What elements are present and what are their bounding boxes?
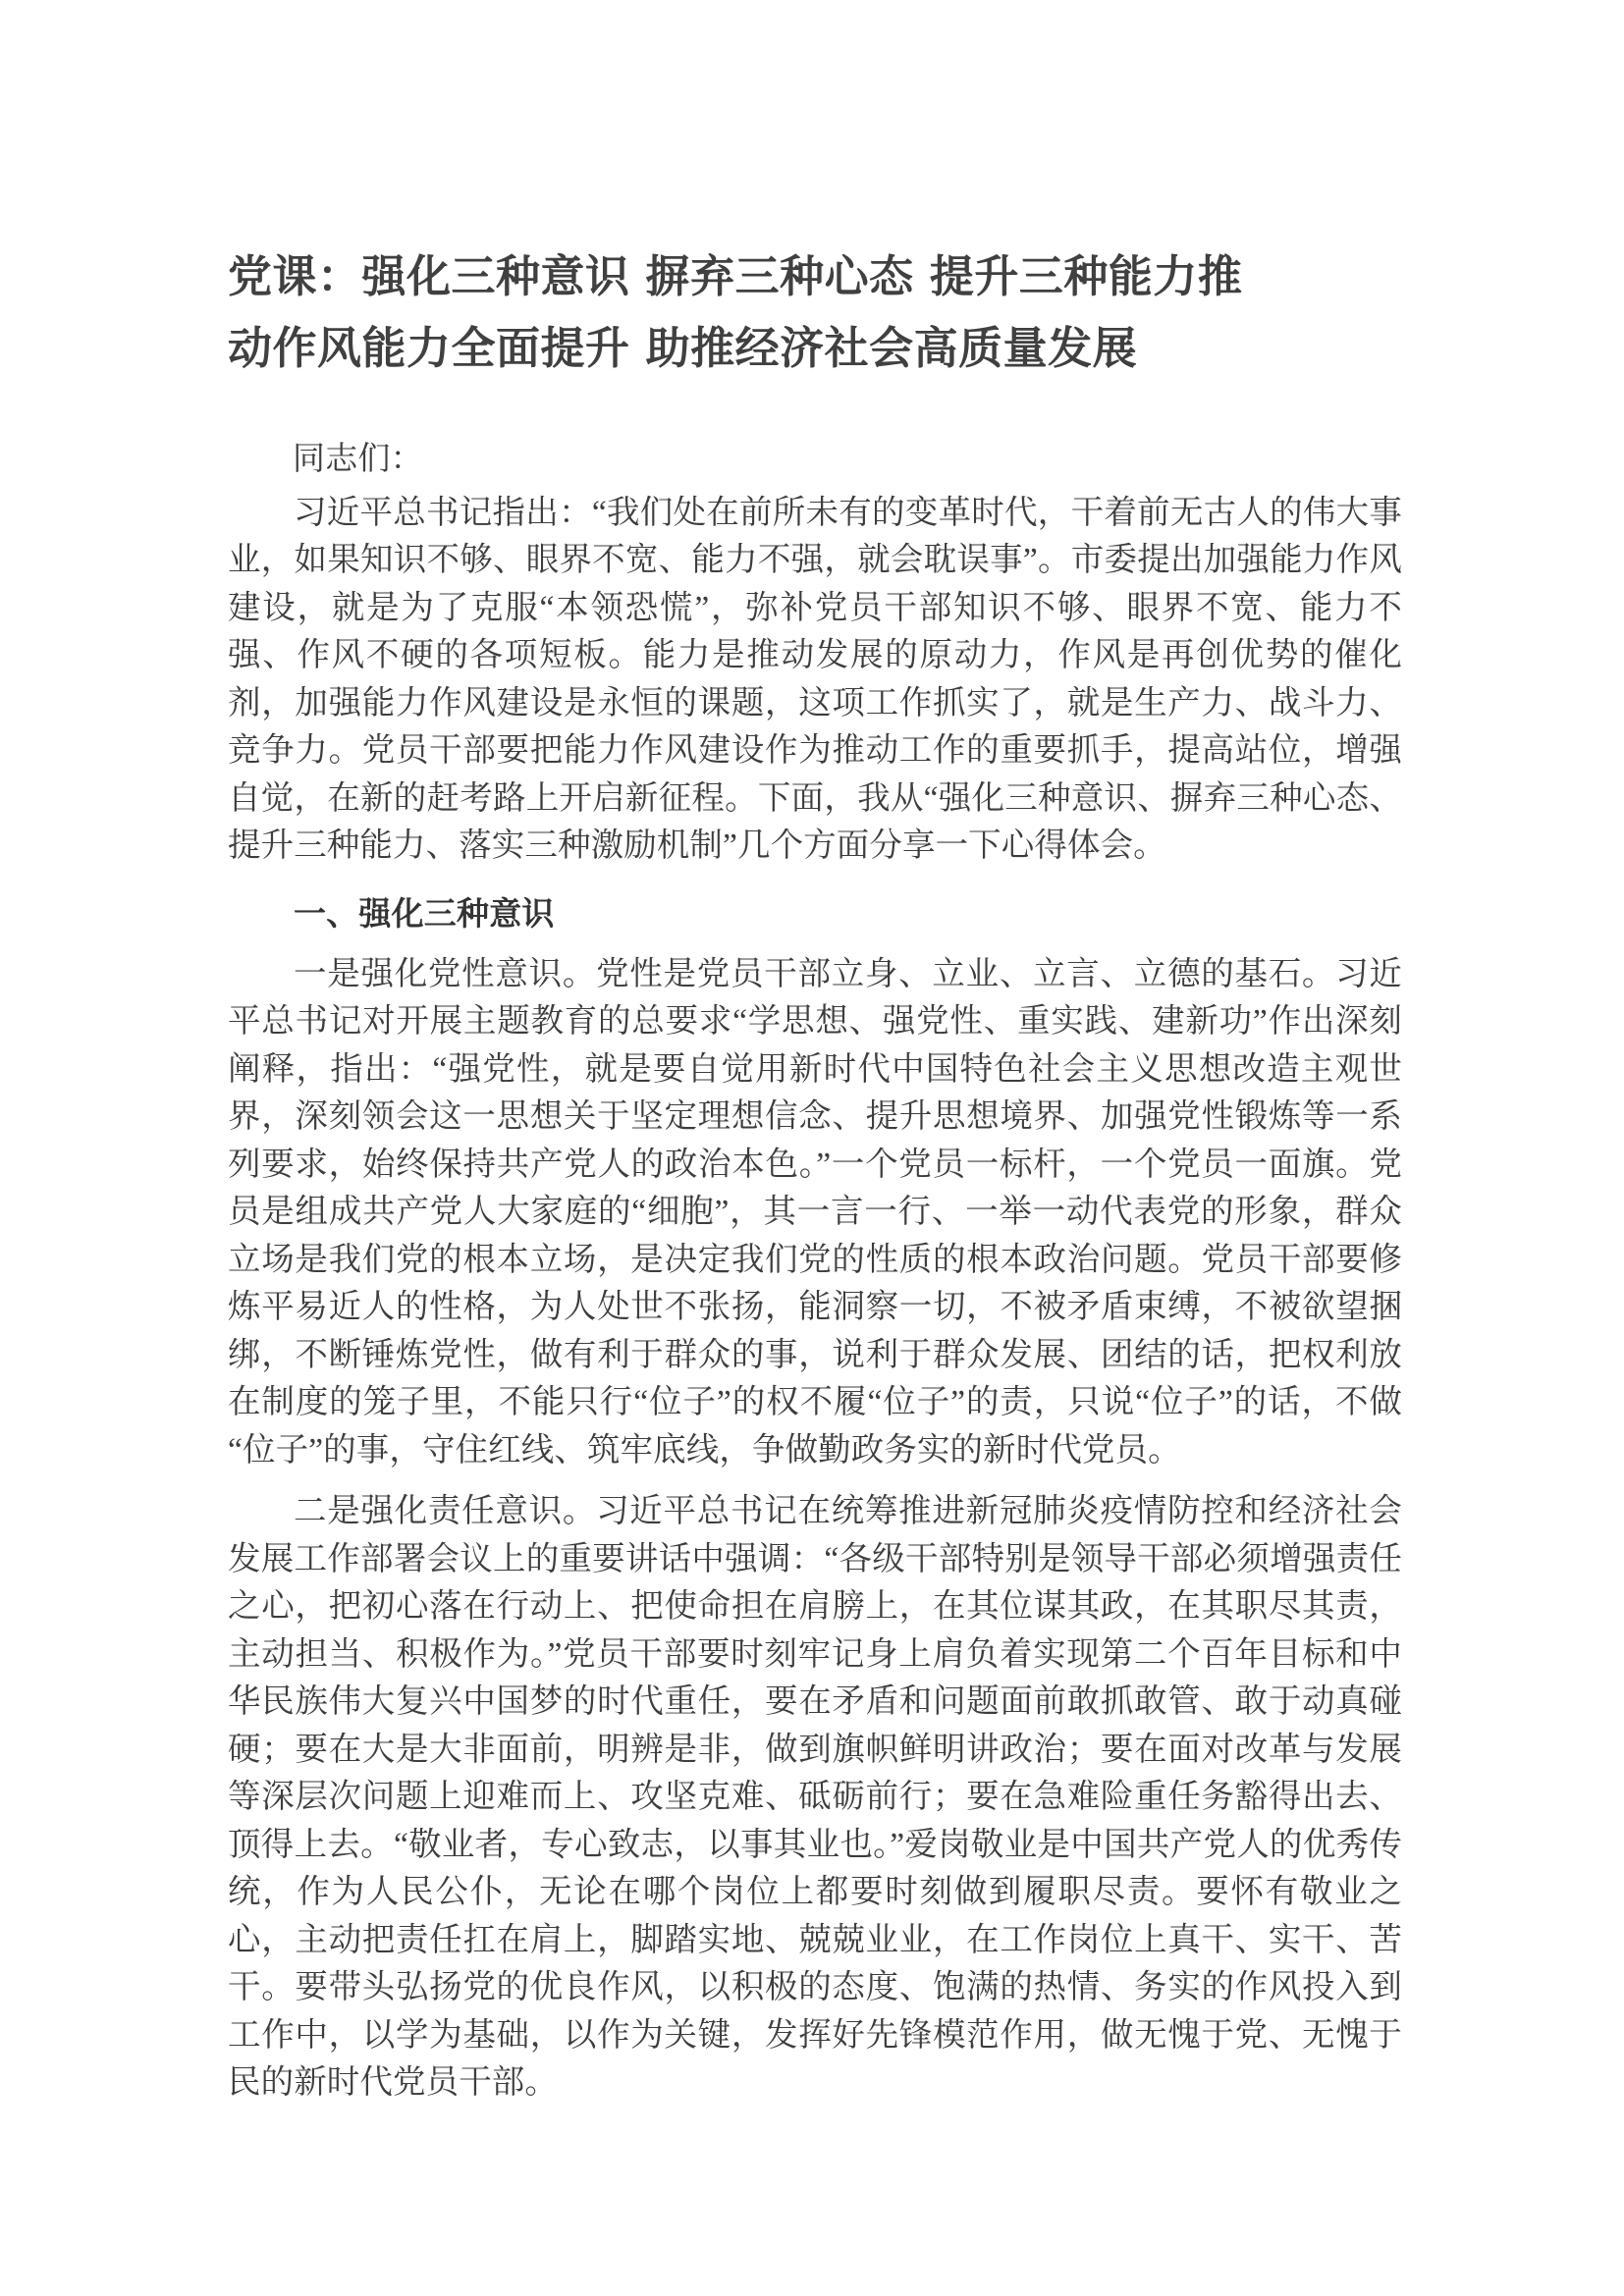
section-heading-one: 一、强化三种意识	[294, 893, 555, 933]
intro-paragraph: 习近平总书记指出：“我们处在前所未有的变革时代，干着前无古人的伟大事业，如果知识不够、眼界不宽、能力不强，就会耽误事”。市委提出加强能力作风建设，就是为了克服“本领恐慌”，弥补党员干部知识不够、眼界不宽、能力不强、作风不硬的各项短板。能力是推动发展的原动力，作风是再创优势的催化剂，加强能力作风建设是永恒的课题，这项工作抓实了，就是生产力、战斗力、竞争力。党员干部要把能力作风建设作为推动工作的重要抓手，提高站位，增强自觉，在新的赶考路上开启新征程。下面，我从“强化三种意识、摒弃三种心态、提升三种能力、落实三种激励机制”几个方面分享一下心得体会。	[228, 494, 1402, 865]
salutation: 同志们：	[293, 441, 423, 477]
paragraph-party-spirit: 一是强化党性意识。党性是党员干部立身、立业、立言、立德的基石。习近平总书记对开展主题教育的总要求“学思想、强党性、重实践、建新功”作出深刻阐释，指出：“强党性，就是要自觉用新时代中国特色社会主义思想改造主观世界，深刻领会这一思想关于坚定理想信念、提升思想境界、加强党性锻炼等一系列要求，始终保持共产党人的政治本色。”一个党员一标杆，一个党员一面旗。党员是组成共产党人大家庭的“细胞”，其一言一行、一举一动代表党的形象，群众立场是我们党的根本立场，是决定我们党的性质的根本政治问题。党员干部要修炼平易近人的性格，为人处世不张扬，能洞察一切，不被矛盾束缚，不被欲望捆绑，不断锤炼党性，做有利于群众的事，说利于群众发展、团结的话，把权利放在制度的笼子里，不能只行“位子”的权不履“位子”的责，只说“位子”的话，不做“位子”的事，守住红线、筑牢底线，争做勤政务实的新时代党员。	[228, 955, 1402, 1468]
page-title	[228, 241, 1402, 385]
page-title-line-1: 党课：强化三种意识 摒弃三种心态 提升三种能力推	[228, 250, 1243, 302]
paragraph-responsibility: 二是强化责任意识。习近平总书记在统筹推进新冠肺炎疫情防控和经济社会发展工作部署会议上的重要讲话中强调：“各级干部特别是领导干部必须增强责任之心，把初心落在行动上、把使命担在肩膀上，在其位谋其政，在其职尽其责，主动担当、积极作为。”党员干部要时刻牢记身上肩负着实现第二个百年目标和中华民族伟大复兴中国梦的时代重任，要在矛盾和问题面前敢抓敢管、敢于动真碰硬；要在大是大非面前，明辨是非，做到旗帜鲜明讲政治；要在面对改革与发展等深层次问题上迎难而上、攻坚克难、砥砺前行；要在急难险重任务豁得出去、顶得上去。“敬业者，专心致志，以事其业也。”爱岗敬业是中国共产党人的优秀传统，作为人民公仆，无论在哪个岗位上都要时刻做到履职尽责。要怀有敬业之心，主动把责任扛在肩上，脚踏实地、兢兢业业，在工作岗位上真干、实干、苦干。要带头弘扬党的优良作风，以积极的态度、饱满的热情、务实的作风投入到工作中，以学为基础，以作为关键，发挥好先锋模范作用，做无愧于党、无愧于民的新时代党员干部。	[228, 1493, 1402, 2102]
page-title-line-2: 动作风能力全面提升 助推经济社会高质量发展	[228, 321, 1138, 374]
document-content	[228, 241, 1402, 2108]
